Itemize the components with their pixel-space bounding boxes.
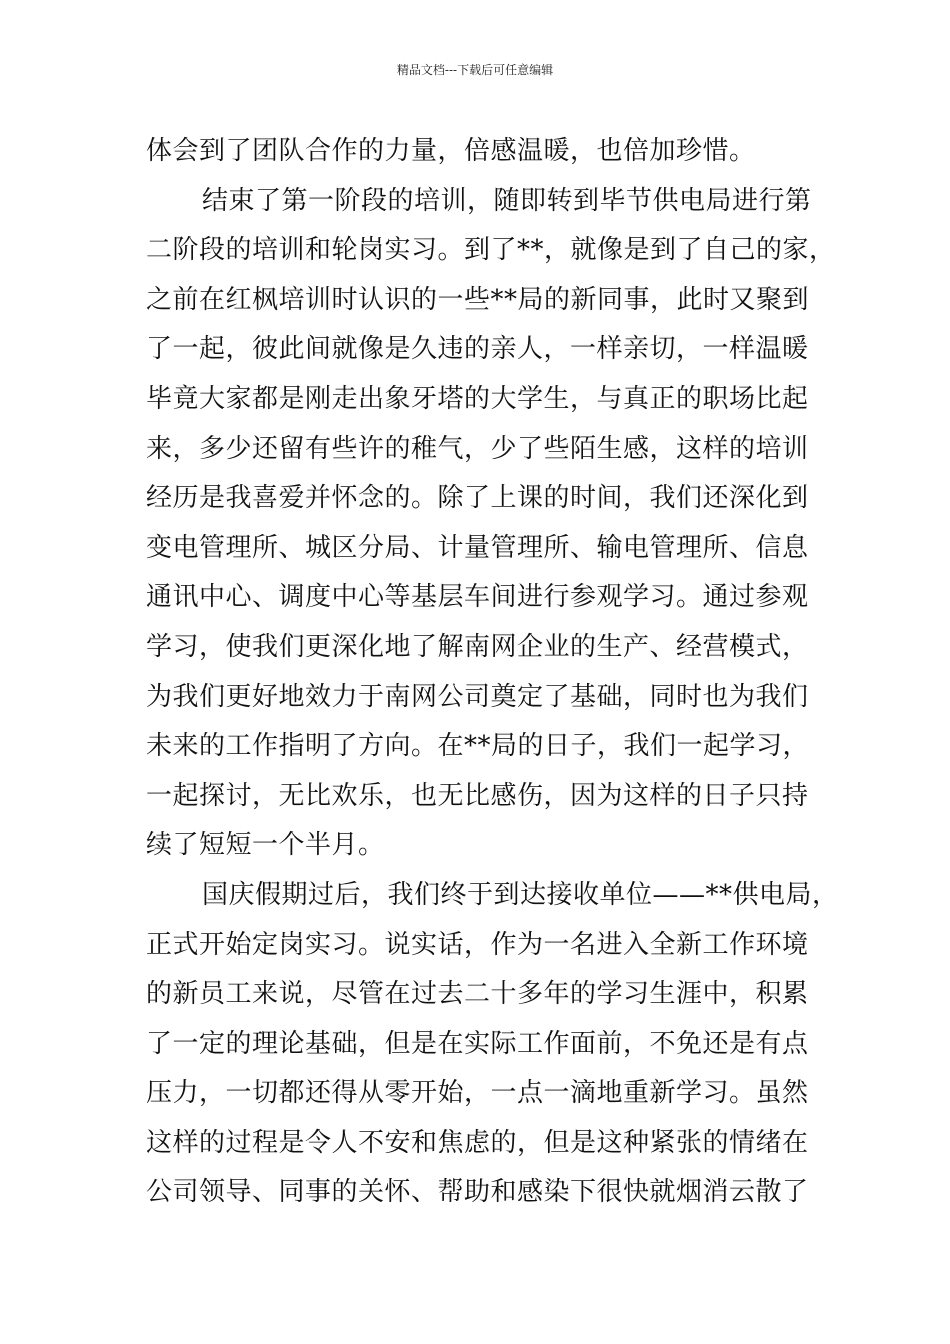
text-line: 毕竟大家都是刚走出象牙塔的大学生，与真正的职场比起 [146,383,809,414]
text-line: 来，多少还留有些许的稚气，少了些陌生感，这样的培训 [146,433,809,464]
page-header: 精品文档---下载后可任意编辑 [396,63,554,77]
text-line: 变电管理所、城区分局、计量管理所、输电管理所、信息 [146,532,809,563]
text-line: 这样的过程是令人不安和焦虑的，但是这种紧张的情绪在 [146,1127,809,1158]
text-line: 正式开始定岗实习。说实话，作为一名进入全新工作环境 [146,929,809,960]
document-body [146,127,839,1218]
paragraph-first-line: 结束了第一阶段的培训，随即转到毕节供电局进行第 [202,185,812,216]
text-line: 通讯中心、调度中心等基层车间进行参观学习。通过参观 [146,582,809,613]
text-line: 的新员工来说，尽管在过去二十多年的学习生涯中，积累 [146,979,809,1010]
paragraph-first-line: 国庆假期过后，我们终于到达接收单位——**供电局， [202,879,839,910]
text-line: 了一起，彼此间就像是久违的亲人，一样亲切，一样温暖 [146,334,809,365]
text-line: 一起探讨，无比欢乐，也无比感伤，因为这样的日子只持 [146,780,809,811]
text-line: 经历是我喜爱并怀念的。除了上课的时间，我们还深化到 [146,483,809,514]
text-line: 公司领导、同事的关怀、帮助和感染下很快就烟消云散了 [146,1177,809,1208]
text-line: 为我们更好地效力于南网公司奠定了基础，同时也为我们 [146,681,809,712]
text-line: 未来的工作指明了方向。在**局的日子，我们一起学习， [146,731,810,762]
text-line: 学习，使我们更深化地了解南网企业的生产、经营模式， [146,631,809,662]
text-line: 压力，一切都还得从零开始，一点一滴地重新学习。虽然 [146,1078,809,1109]
text-line: 之前在红枫培训时认识的一些**局的新同事，此时又聚到 [146,284,810,315]
text-line: 体会到了团队合作的力量，倍感温暖，也倍加珍惜。 [146,136,756,166]
text-line: 二阶段的培训和轮岗实习。到了**，就像是到了自己的家， [146,235,836,266]
text-line: 续了短短一个半月。 [146,830,385,861]
text-line: 了一定的理论基础，但是在实际工作面前，不免还是有点 [146,1028,809,1059]
